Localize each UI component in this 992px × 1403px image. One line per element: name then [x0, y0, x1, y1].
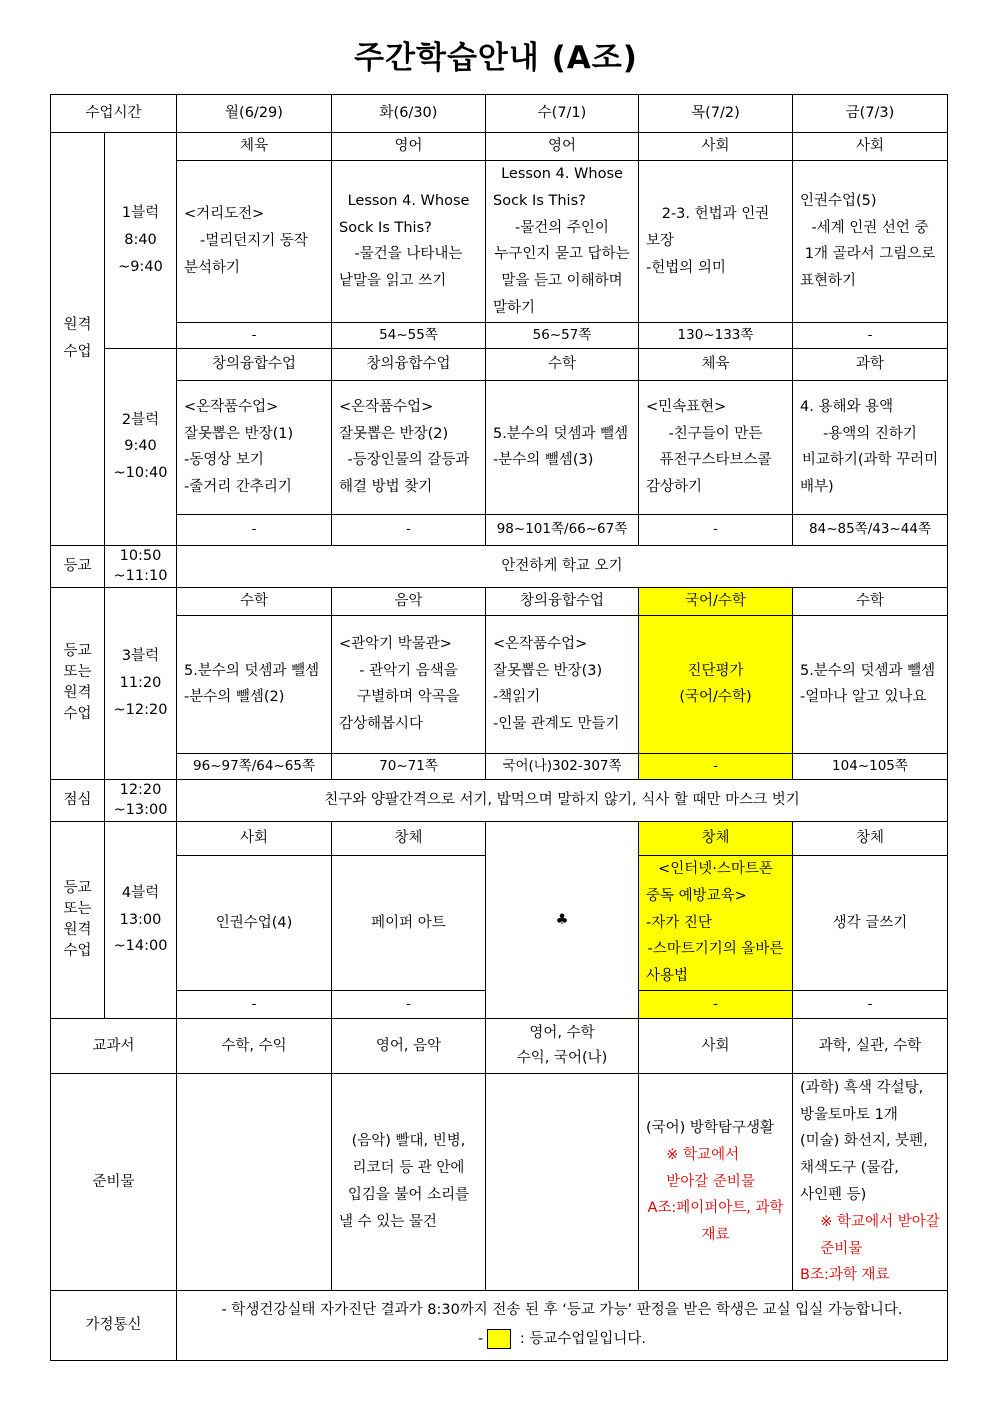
- textbook-fri: 과학, 실관, 수학: [793, 1018, 948, 1073]
- block3-subject-fri: 수학: [793, 587, 948, 615]
- materials-tue: (음악) 빨대, 빈병, 리코더 등 관 안에 입김을 불어 소리를 낼 수 있는 물건: [332, 1073, 486, 1290]
- block2-pages-tue: -: [332, 514, 486, 545]
- block1-time: 1블럭 8:40 ~9:40: [105, 133, 177, 349]
- time-header: 수업시간: [51, 95, 177, 133]
- block4-wed-symbol: ♣: [486, 821, 639, 1018]
- block2-pages-thu: -: [639, 514, 793, 545]
- materials-label: 준비물: [51, 1073, 177, 1290]
- arrival-label: 등교: [51, 545, 105, 587]
- block4-time: 4블럭 13:00 ~14:00: [105, 821, 177, 1018]
- materials-fri: [793, 1073, 948, 1290]
- block1-content-fri: 인권수업(5) -세계 인권 선언 중 1개 골라서 그림으로 표현하기: [793, 161, 948, 323]
- block3-subject-wed: 창의융합수업: [486, 587, 639, 615]
- header-row: [51, 95, 948, 133]
- block3-subject-tue: 음악: [332, 587, 486, 615]
- block2-content-fri: 4. 용해와 용액 -용액의 진하기 비교하기(과학 꾸러미 배부): [793, 380, 948, 514]
- day-header-fri: 금(7/3): [793, 95, 948, 133]
- block3-pages-wed: 국어(나)302-307쪽: [486, 753, 639, 779]
- arrival-text: 안전하게 학교 오기: [177, 545, 948, 587]
- block3-content-tue: <관악기 박물관> - 관악기 음색을 구별하며 악곡을 감상해봅시다: [332, 615, 486, 753]
- lunch-time: 12:20 ~13:00: [105, 779, 177, 821]
- block4-content-tue: 페이퍼 아트: [332, 855, 486, 990]
- block1-pages-thu: 130~133쪽: [639, 322, 793, 348]
- materials-thu-note: ※ 학교에서 받아갈 준비물: [666, 1146, 755, 1190]
- block4-subject-tue: 창체: [332, 821, 486, 855]
- remote-class-label: 원격 수업: [51, 133, 105, 546]
- textbook-wed: 영어, 수학 수익, 국어(나): [486, 1018, 639, 1073]
- block1-subject-tue: 영어: [332, 133, 486, 161]
- day-header-thu: 목(7/2): [639, 95, 793, 133]
- weekly-schedule-table: [50, 94, 948, 1361]
- block3-subject-mon: 수학: [177, 587, 332, 615]
- block3-pages-mon: 96~97쪽/64~65쪽: [177, 753, 332, 779]
- materials-thu-line1: (국어) 방학탐구생활: [646, 1119, 774, 1136]
- materials-thu-note2: A조:페이퍼아트, 과학 재료: [647, 1200, 784, 1244]
- notice-line2-text: : 등교수업일입니다.: [515, 1331, 646, 1348]
- notice-line1: - 학생건강실태 자가진단 결과가 8:30까지 전송 된 후 ‘등교 가능’ 판정을 받은 학생은 교실 입실 가능합니다.: [221, 1301, 903, 1318]
- block2-content-tue: <온작품수업> 잘못뽑은 반장(2) -등장인물의 갈등과 해결 방법 찾기: [332, 380, 486, 514]
- block2-pages-mon: -: [177, 514, 332, 545]
- block3-content-fri: 5.분수의 덧셈과 뺄셈 -얼마나 알고 있나요: [793, 615, 948, 753]
- block3-group-label: 등교 또는 원격 수업: [51, 587, 105, 779]
- block2-pages-fri: 84~85쪽/43~44쪽: [793, 514, 948, 545]
- block4-pages-tue: -: [332, 990, 486, 1018]
- materials-fri-note: ※ 학교에서 받아갈 준비물: [820, 1213, 940, 1257]
- block2-time: 2블럭 9:40 ~10:40: [105, 348, 177, 545]
- block4-pages-thu: -: [639, 990, 793, 1018]
- textbook-label: 교과서: [51, 1018, 177, 1073]
- day-header-tue: 화(6/30): [332, 95, 486, 133]
- notice-line2: [184, 1325, 940, 1355]
- yellow-legend-swatch: [487, 1329, 511, 1349]
- block4-pages-mon: -: [177, 990, 332, 1018]
- block2-subject-thu: 체육: [639, 348, 793, 380]
- lunch-label: 점심: [51, 779, 105, 821]
- materials-fri-line1: (과학) 흑색 각설탕, 방울토마토 1개: [800, 1079, 924, 1123]
- block1-subject-mon: 체육: [177, 133, 332, 161]
- block1-pages-mon: -: [177, 322, 332, 348]
- block4-subject-fri: 창체: [793, 821, 948, 855]
- notice-label: 가정통신: [51, 1290, 177, 1360]
- day-header-wed: 수(7/1): [486, 95, 639, 133]
- materials-fri-note2: B조:과학 재료: [800, 1267, 890, 1284]
- block1-subject-wed: 영어: [486, 133, 639, 161]
- textbook-thu: 사회: [639, 1018, 793, 1073]
- block3-content-mon: 5.분수의 덧셈과 뺄셈 -분수의 뺄셈(2): [177, 615, 332, 753]
- textbook-tue: 영어, 음악: [332, 1018, 486, 1073]
- block2-content-wed: 5.분수의 덧셈과 뺄셈 -분수의 뺄셈(3): [486, 380, 639, 514]
- block3-pages-fri: 104~105쪽: [793, 753, 948, 779]
- block1-pages-fri: -: [793, 322, 948, 348]
- block1-subject-thu: 사회: [639, 133, 793, 161]
- block3-pages-tue: 70~71쪽: [332, 753, 486, 779]
- notice-content: [177, 1290, 948, 1360]
- block1-pages-tue: 54~55쪽: [332, 322, 486, 348]
- block1-content-thu: 2-3. 헌법과 인권 보장 -헌법의 의미: [639, 161, 793, 323]
- block1-content-mon: <거리도전> -멀리던지기 동작 분석하기: [177, 161, 332, 323]
- block1-content-tue: Lesson 4. Whose Sock Is This? -물건을 나타내는 낱말을 읽고 쓰기: [332, 161, 486, 323]
- block2-pages-wed: 98~101쪽/66~67쪽: [486, 514, 639, 545]
- block3-content-thu: 진단평가 (국어/수학): [639, 615, 793, 753]
- block4-pages-fri: -: [793, 990, 948, 1018]
- materials-wed: [486, 1073, 639, 1290]
- block4-content-mon: 인권수업(4): [177, 855, 332, 990]
- block1-content-wed: Lesson 4. Whose Sock Is This? -물건의 주인이 누구인지 묻고 답하는 말을 듣고 이해하며 말하기: [486, 161, 639, 323]
- arrival-time: 10:50 ~11:10: [105, 545, 177, 587]
- page-title: 주간학습안내 (A조): [354, 40, 638, 76]
- block3-pages-thu: -: [639, 753, 793, 779]
- block3-content-wed: <온작품수업> 잘못뽑은 반장(3) -책읽기 -인물 관계도 만들기: [486, 615, 639, 753]
- materials-thu: [639, 1073, 793, 1290]
- block1-subject-fri: 사회: [793, 133, 948, 161]
- block4-subject-mon: 사회: [177, 821, 332, 855]
- notice-line2-prefix: -: [477, 1331, 484, 1348]
- block3-subject-thu: 국어/수학: [639, 587, 793, 615]
- block4-group-label: 등교 또는 원격 수업: [51, 821, 105, 1018]
- block2-subject-tue: 창의융합수업: [332, 348, 486, 380]
- block2-content-mon: <온작품수업> 잘못뽑은 반장(1) -동영상 보기 -줄거리 간추리기: [177, 380, 332, 514]
- block4-content-fri: 생각 글쓰기: [793, 855, 948, 990]
- materials-mon: [177, 1073, 332, 1290]
- block3-time: 3블럭 11:20 ~12:20: [105, 587, 177, 779]
- materials-fri-line2: (미술) 화선지, 붓펜, 채색도구 (물감,사인펜 등): [800, 1133, 928, 1203]
- block4-content-thu: <인터넷·스마트폰 중독 예방교육> -자가 진단 -스마트기기의 올바른 사용법: [639, 855, 793, 990]
- block2-subject-mon: 창의융합수업: [177, 348, 332, 380]
- day-header-mon: 월(6/29): [177, 95, 332, 133]
- textbook-mon: 수학, 수익: [177, 1018, 332, 1073]
- block1-pages-wed: 56~57쪽: [486, 322, 639, 348]
- block2-subject-wed: 수학: [486, 348, 639, 380]
- block4-subject-thu: 창체: [639, 821, 793, 855]
- block2-subject-fri: 과학: [793, 348, 948, 380]
- block2-content-thu: <민속표현> -친구들이 만든 퓨전구스타브스콜 감상하기: [639, 380, 793, 514]
- lunch-text: 친구와 양팔간격으로 서기, 밥먹으며 말하지 않기, 식사 할 때만 마스크 벗기: [177, 779, 948, 821]
